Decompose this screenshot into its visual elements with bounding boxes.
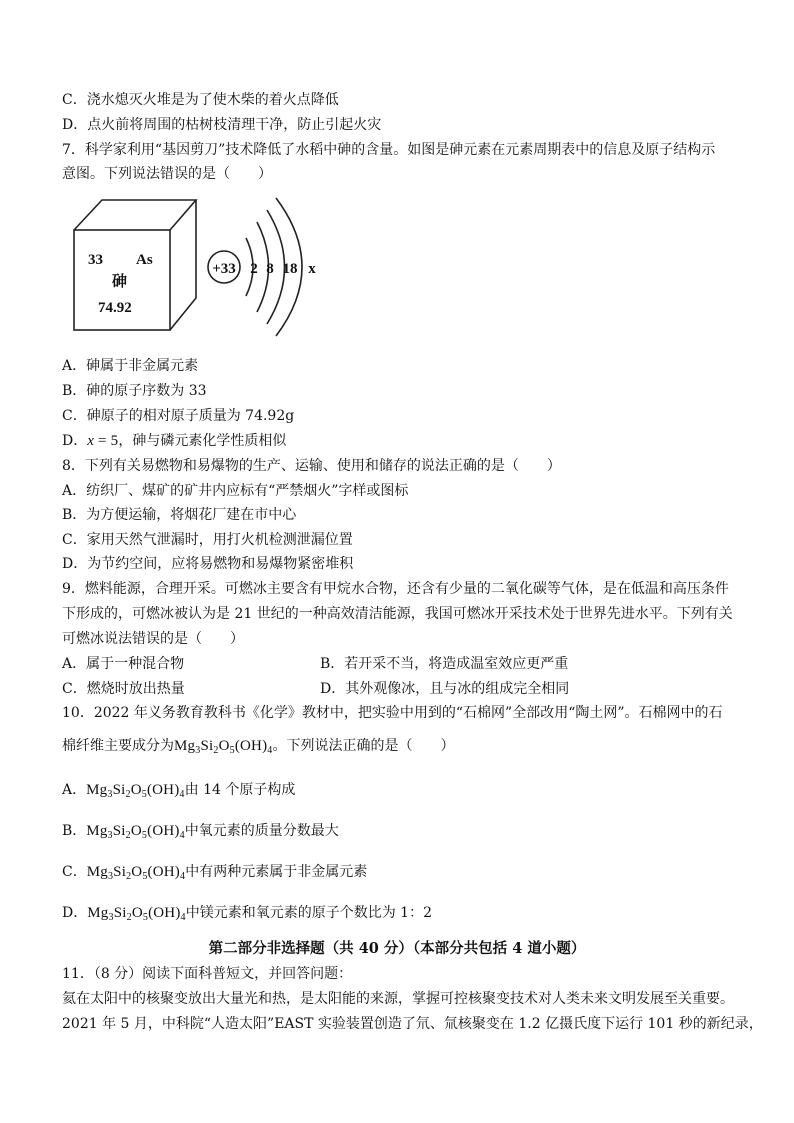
- q9-stem-line-1: 9．燃料能源，合理开采。可燃冰主要含有甲烷水合物，还含有少量的二氧化碳等气体，是在低温和高压条件: [62, 581, 729, 597]
- q7-option-c: C．砷原子的相对原子质量为 74.92g: [62, 408, 295, 424]
- q9-option-d: D．其外观像冰，且与冰的组成完全相同: [320, 681, 570, 697]
- q7-option-d-text: ，砷与磷元素化学性质相似: [118, 433, 287, 449]
- q8-option-b: B．为方便运输，将烟花厂建在市中心: [62, 507, 297, 523]
- q8-option-c: C．家用天然气泄漏时，用打火机检测泄漏位置: [62, 532, 353, 548]
- q9-stem-line-2: 下形成的，可燃冰被认为是 21 世纪的一种高效清洁能源，我国可燃冰开采技术处于世界先进水平。下列有关: [62, 606, 733, 622]
- x-variable: x: [87, 433, 95, 449]
- q6-option-d: D．点火前将周围的枯树枝清理干净，防止引起火灾: [62, 117, 382, 133]
- shell-1-electrons: 2: [250, 261, 258, 277]
- q7-option-d: [62, 429, 738, 453]
- q10-stem-text: 棉纤维主要成分为: [62, 738, 174, 754]
- chrysotile-formula: $Mg_3Si_2O_5(OH)_4$: [87, 905, 186, 923]
- shell-2-electrons: 8: [266, 261, 274, 277]
- q11-passage-line-2: 2021 年 5 月，中科院“人造太阳”EAST 实验装置创造了氘、氚核聚变在 1.2 亿摄氏度下运行 101 秒的新纪录，: [62, 1016, 763, 1032]
- q7-stem-line-1: 7．科学家利用“基因剪刀”技术降低了水稻中砷的含量。如图是砷元素在元素周期表中的信息及原子结构示: [62, 142, 716, 158]
- chrysotile-formula: $Mg_3Si_2O_5(OH)_4$: [86, 782, 185, 800]
- q9-stem-line-3: 可燃冰说法错误的是（ ）: [62, 631, 244, 647]
- q8-option-a: A．纺织厂、煤矿的矿井内应标有“严禁烟火”字样或图标: [62, 483, 409, 499]
- q10-option-c: C．$Mg_3Si_2O_5(OH)_4$中有两种元素属于非金属元素: [62, 864, 368, 882]
- q9-option-a: A．属于一种混合物: [62, 656, 185, 672]
- q11-passage-line-1: 氦在太阳中的核聚变放出大量光和热，是太阳能的来源，掌握可控核聚变技术对人类未来文明发展至关重要。: [62, 991, 734, 1007]
- q10-option-d: D．$Mg_3Si_2O_5(OH)_4$中镁元素和氧元素的原子个数比为 1：2: [62, 905, 432, 923]
- q10-option-b: B．$Mg_3Si_2O_5(OH)_4$中氧元素的质量分数最大: [62, 823, 339, 841]
- q10-stem-question: 。下列说法正确的是（ ）: [272, 738, 455, 754]
- nucleus-charge: +33: [212, 261, 236, 277]
- atomic-number: 33: [88, 252, 103, 268]
- q9-options-row-1: [62, 652, 738, 676]
- q7-stem-line-2: 意图。下列说法错误的是（ ）: [62, 166, 272, 182]
- q8-option-d: D．为节约空间，应将易燃物和易爆物紧密堆积: [62, 556, 354, 572]
- q11-stem: 11．（8 分）阅读下面科普短文，并回答问题：: [62, 966, 353, 982]
- part-two-title: 第二部分非选择题（共 40 分）（本部分共包括 4 道小题）: [208, 940, 586, 957]
- q8-stem: 8．下列有关易燃物和易爆物的生产、运输、使用和储存的说法正确的是（ ）: [62, 458, 561, 474]
- q9-option-c: C．燃烧时放出热量: [62, 681, 185, 697]
- arsenic-figure: [70, 194, 340, 344]
- atom-structure: [208, 198, 316, 336]
- q10-stem-line-2: [62, 731, 738, 766]
- q7-option-a: A．砷属于非金属元素: [62, 358, 199, 374]
- chrysotile-formula: $Mg_3Si_2O_5(OH)_4$: [174, 738, 273, 756]
- q10-option-a: A．$Mg_3Si_2O_5(OH)_4$由 14 个原子构成: [62, 782, 296, 800]
- q9-options-row-2: [62, 677, 738, 701]
- element-name: 砷: [112, 272, 128, 290]
- chrysotile-formula: $Mg_3Si_2O_5(OH)_4$: [86, 823, 185, 841]
- q7-option-d-label: D．: [62, 433, 88, 449]
- shell-3-electrons: 18: [282, 261, 298, 277]
- chrysotile-formula: $Mg_3Si_2O_5(OH)_4$: [86, 864, 186, 882]
- shell-4-electrons: x: [308, 261, 316, 277]
- atomic-mass: 74.92: [98, 300, 132, 316]
- element-symbol: As: [136, 252, 153, 268]
- q7-option-b: B．砷的原子序数为 33: [62, 383, 207, 399]
- q10-stem-line-1: 10．2022 年义务教育教科书《化学》教材中，把实验中用到的“石棉网”全部改用“陶土网”。石棉网中的石: [62, 705, 723, 721]
- x-equals-five: = 5: [94, 433, 119, 449]
- q6-option-c: C．浇水熄灭火堆是为了使木柴的着火点降低: [62, 92, 339, 108]
- q9-option-b: B．若开采不当，将造成温室效应更严重: [320, 656, 569, 672]
